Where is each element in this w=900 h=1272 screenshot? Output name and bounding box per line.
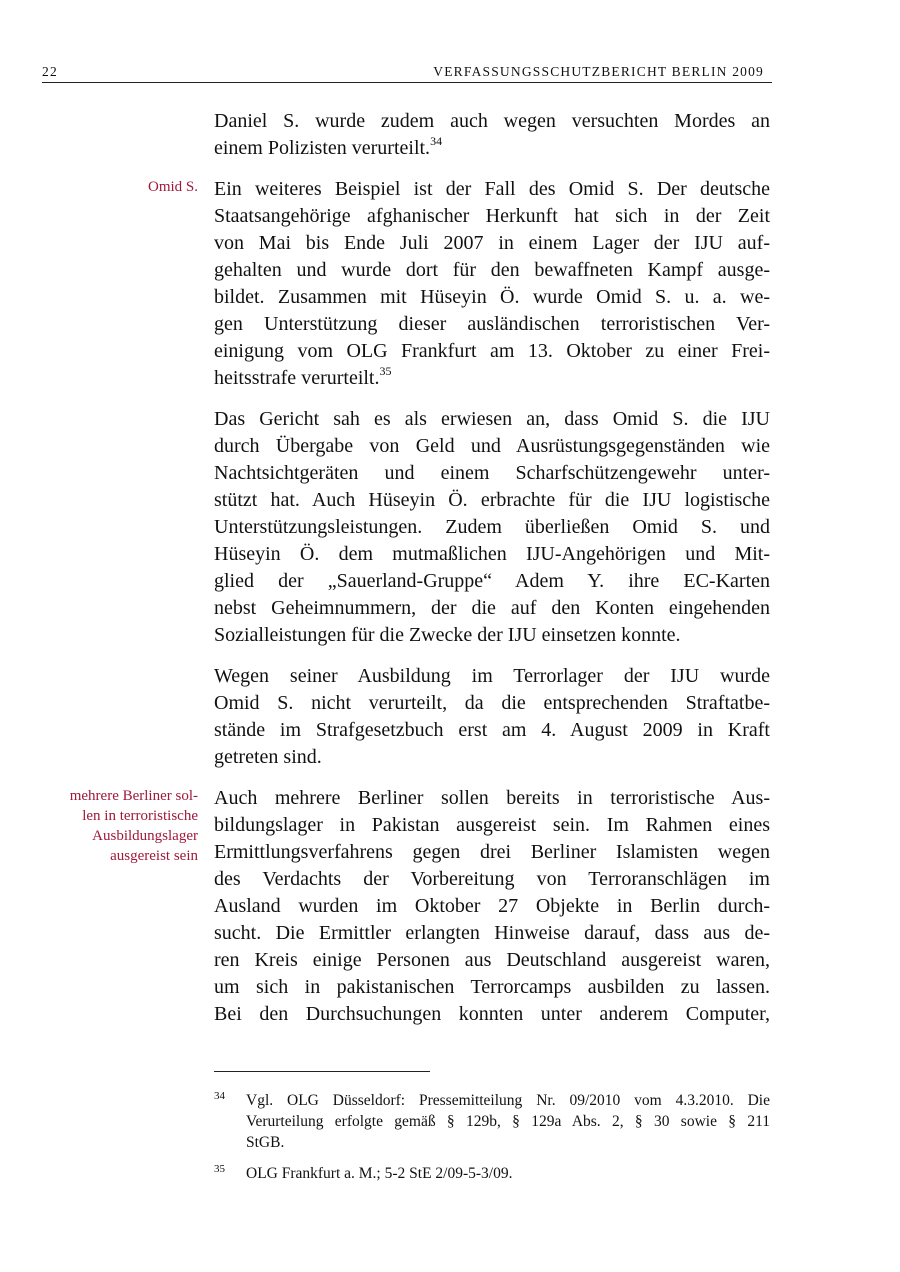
footnote-text [246,1163,770,1184]
footnote-34 [214,1090,770,1153]
paragraph-omid [147,176,770,392]
text-line: bildungslager in Pakistan ausgereist sein. Im Rahmen eines [214,814,770,836]
text-line: Nachtsichtgeräten und einem Scharfschützengewehr unter- [214,462,770,484]
text-fragment: einem Polizisten verurteilt. [214,137,431,159]
footnote-separator [214,1071,430,1072]
footnote-ref-34: 34 [430,134,443,148]
text-line [214,365,770,392]
text-line [214,135,770,162]
margin-note-omid: Omid S. [147,179,198,195]
text-line: Wegen seiner Ausbildung im Terrorlager der IJU wurde [214,665,770,687]
paragraph-berliner [69,785,770,1028]
text-line: durch Übergabe von Geld und Ausrüstungsgegenständen wie [214,435,770,457]
text-line: Daniel S. wurde zudem auch wegen versuchten Mordes an [214,110,770,132]
footnote-text [246,1090,770,1153]
text-line: nebst Geheimnummern, der die auf den Konten eingehenden [214,597,770,619]
margin-note-line: mehrere Berliner sol- [69,788,198,804]
footnote-line: Vgl. OLG Düsseldorf: Pressemitteilung Nr. 09/2010 vom 4.3.2010. Die [246,1092,770,1109]
text-line: stützt hat. Auch Hüseyin Ö. erbrachte für die IJU logistische [214,489,770,511]
text-fragment: heitsstrafe verurteilt. [214,367,380,389]
text-line: Hüseyin Ö. dem mutmaßlichen IJU-Angehörigen und Mit- [214,543,770,565]
text-line: Sozialleistungen für die Zwecke der IJU einsetzen konnte. [214,624,681,646]
text-line: glied der „Sauerland-Gruppe“ Adem Y. ihre EC-Karten [214,570,770,592]
text-line: Auch mehrere Berliner sollen bereits in terroristische Aus- [214,787,770,809]
text-line: Omid S. nicht verurteilt, da die entsprechenden Straftatbe- [214,692,770,714]
footnote-number: 34 [214,1090,225,1102]
running-title: VERFASSUNGSSCHUTZBERICHT BERLIN 2009 [433,64,764,79]
text-line: Unterstützungsleistungen. Zudem überließen Omid S. und [214,516,770,538]
paragraph-daniel [214,108,770,162]
footnote-ref-35: 35 [379,364,392,378]
paragraph-ausbildung [214,663,770,771]
footnote-line: Verurteilung erfolgte gemäß § 129b, § 129a Abs. 2, § 30 sowie § 211 [246,1113,770,1130]
text-line: Das Gericht sah es als erwiesen an, dass Omid S. die IJU [214,408,770,430]
margin-note-line: len in terroristische [82,808,198,824]
text-line: um sich in pakistanischen Terrorcamps ausbilden zu lassen. [214,976,770,998]
footnote-number: 35 [214,1163,225,1175]
text-line: Ermittlungsverfahrens gegen drei Berliner Islamisten wegen [214,841,770,863]
paragraph-gericht [214,406,770,649]
text-line: Staatsangehörige afghanischer Herkunft hat sich in der Zeit [214,205,770,227]
text-line: gen Unterstützung dieser ausländischen terroristischen Ver- [214,313,770,335]
margin-note-line: Ausbildungslager [92,828,198,844]
text-line: getreten sind. [214,746,322,768]
text-line: Ein weiteres Beispiel ist der Fall des Omid S. Der deutsche [214,178,770,200]
text-line: einigung vom OLG Frankfurt am 13. Oktober zu einer Frei- [214,340,770,362]
page-number: 22 [42,64,58,79]
text-line: stände im Strafgesetzbuch erst am 4. August 2009 in Kraft [214,719,770,741]
running-header [42,62,772,83]
text-line: ren Kreis einige Personen aus Deutschland ausgereist waren, [214,949,770,971]
footnote-line: StGB. [246,1134,285,1151]
text-line: Ausland wurden im Oktober 27 Objekte in Berlin durch- [214,895,770,917]
main-text-column [69,108,770,1042]
margin-note-line: ausgereist sein [110,848,198,864]
text-line: sucht. Die Ermittler erlangten Hinweise darauf, dass aus de- [214,922,770,944]
text-line: des Verdachts der Vorbereitung von Terroranschlägen im [214,868,770,890]
footnote-line: OLG Frankfurt a. M.; 5-2 StE 2/09-5-3/09. [246,1165,513,1182]
text-line: gehalten und wurde dort für den bewaffneten Kampf ausge- [214,259,770,281]
text-line: von Mai bis Ende Juli 2007 in einem Lager der IJU auf- [214,232,770,254]
margin-note-berliner [28,786,198,866]
text-line: bildet. Zusammen mit Hüseyin Ö. wurde Omid S. u. a. we- [214,286,770,308]
footnote-35 [214,1163,770,1184]
text-line: Bei den Durchsuchungen konnten unter anderem Computer, [214,1003,770,1025]
footnotes [214,1090,770,1194]
